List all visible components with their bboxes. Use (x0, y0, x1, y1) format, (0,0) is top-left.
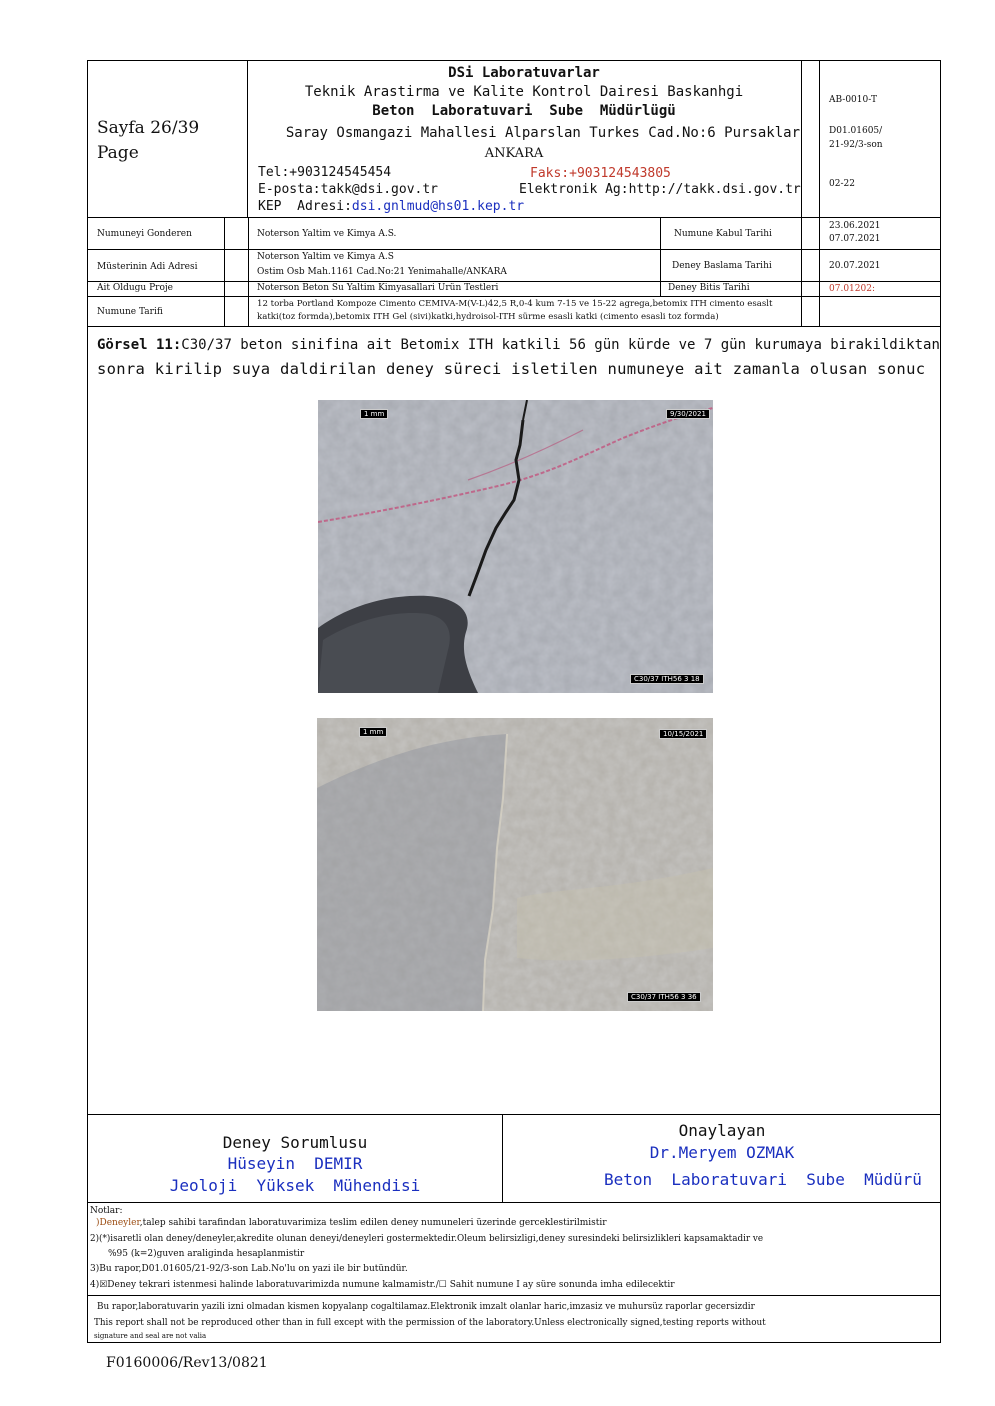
tester-title: Deney Sorumlusu (222, 1133, 368, 1152)
approver-role: Beton Laboratuvari Sube Müdürü (604, 1170, 922, 1189)
page-label-en: Page (97, 143, 139, 163)
note-1 (96, 1218, 607, 1228)
note-1-text: ,talep sahibi tarafindan laboratuvarimiza teslim edilen deney numuneleri üzerinde gerceklestirilmistir (139, 1218, 607, 1228)
address-line1: Saray Osmangazi Mahallesi Alparslan Turkes Cad.No:6 Pursaklar (285, 125, 800, 141)
accept-date-2: 07.07.2021 (829, 234, 881, 244)
address-line2: ANKARA (484, 146, 544, 161)
note-1-prefix: )Deneyler (96, 1218, 140, 1228)
email: E-posta:takk@dsi.gov.tr (258, 182, 439, 197)
project-label: Ait Oldugu Proje (97, 283, 173, 293)
row-line (87, 1114, 941, 1115)
row-line (87, 249, 941, 250)
row-line (87, 296, 941, 297)
figure-caption-text: C30/37 beton sinifina ait Betomix ITH katkili 56 gün kürde ve 7 gün kurumaya birakildiktan (181, 337, 940, 353)
photo-label-2: C30/37 ITH56 3 36 (627, 992, 701, 1002)
phone: Tel:+903124545454 (258, 165, 392, 180)
header-divider-right1 (801, 60, 802, 326)
website: Elektronik Ag:http://takk.dsi.gov.tr (519, 182, 801, 197)
start-date-label: Deney Baslama Tarihi (672, 261, 772, 271)
photo-label-1: C30/37 ITH56 3 18 (630, 674, 704, 684)
org-title: DSi Laboratuvarlar (448, 65, 600, 81)
col-line (248, 217, 249, 326)
photo-date-1: 9/30/2021 (666, 409, 710, 419)
row-line (87, 281, 941, 282)
accept-date-label: Numune Kabul Tarihi (674, 229, 772, 239)
row-line (87, 1202, 941, 1203)
org-lab: Beton Laboratuvari Sube Müdürlügü (372, 103, 676, 119)
project-value: Noterson Beton Su Yaltim Kimyasallari Urün Testleri (257, 283, 499, 293)
form-code: F0160006/Rev13/0821 (106, 1355, 268, 1371)
kep-address-row (258, 199, 524, 214)
accept-date-1: 23.06.2021 (829, 221, 881, 231)
header-divider-right2 (819, 60, 820, 326)
row-line (87, 217, 941, 218)
microscope-photo-1 (318, 400, 713, 693)
footer-english: This report shall not be reproduced other than in full except with the permission of the laboratory.Unless electronically signed,testing reports without (94, 1318, 766, 1328)
description-line1: 12 torba Portland Kompoze Cimento CEMIVA-M(V-L)42,5 R,0-4 kum 7-15 ve 15-22 agrega,betomix ITH cimento esaslt (257, 299, 773, 309)
photo-date-2: 10/15/2021 (659, 729, 707, 739)
note-3: 3)Bu rapor,D01.01605/21-92/3-son Lab.No'lu on yazi ile bir butündür. (90, 1264, 408, 1274)
doc-code: AB-0010-T (829, 95, 877, 105)
description-line2: katki(toz formda),betomix ITH Gel (sivi)katki,hydroisol-ITH sürme esasli katki (cimento esasli toz formda) (257, 312, 719, 322)
figure-caption-prefix: Görsel 11: (97, 337, 182, 353)
microscope-photo-2 (317, 718, 713, 1011)
row-line (87, 1295, 941, 1296)
page-number: Sayfa 26/39 (97, 118, 200, 138)
revision-code: 02-22 (829, 179, 855, 189)
sender-value: Noterson Yaltim ve Kimya A.S. (257, 229, 397, 239)
tester-name: Hüseyin DEMIR (227, 1154, 363, 1173)
col-line (660, 217, 661, 296)
customer-address: Ostim Osb Mah.1161 Cad.No:21 Yenimahalle/ANKARA (257, 267, 507, 277)
row-line (87, 326, 941, 327)
footer-english-2: signature and seal are not valia (94, 1332, 207, 1340)
scale-bar-2: 1 mm (359, 727, 387, 737)
end-date: 07.01202: (829, 284, 875, 294)
tester-role: Jeoloji Yüksek Mühendisi (169, 1176, 421, 1195)
figure-caption-line1 (97, 337, 940, 353)
footer-turkish: Bu rapor,laboratuvarin yazili izni olmadan kismen kopyalanp cogaltilamaz.Elektronik imzalt olanlar haric,imzasiz ve muhursüz raporlar gecersizdir (97, 1302, 755, 1312)
note-2-line2: %95 (k=2)guven araliginda hesaplanmistir (108, 1249, 305, 1259)
figure-caption-line2: sonra kirilip suya daldirilan deney süreci isletilen numuneye ait zamanla olusan sonuc (97, 360, 926, 378)
note-4: 4)☒Deney tekrari istenmesi halinde laboratuvarimizda numune kalmamistr./☐ Sahit numune I ay süre sonunda imha edilecektir (90, 1280, 675, 1290)
note-2-line1: 2)(*)isaretli olan deney/deneyler,akredite olunan deneyi/deneyleri gostermektedir.Oleum belirsizligi,deney suresindeki belirsizlikleri kapsamaktadir ve (90, 1234, 764, 1244)
end-date-label: Deney Bitis Tarihi (668, 283, 750, 293)
header-divider-left (247, 60, 248, 217)
description-label: Numune Tarifi (97, 307, 163, 317)
col-line (224, 217, 225, 326)
customer-label: Müsterinin Adi Adresi (97, 262, 198, 272)
report-number: D01.01605/ (829, 126, 883, 136)
kep-label: KEP Adresi: (258, 199, 352, 214)
notes-title: Notlar: (90, 1206, 123, 1216)
approver-title: Onaylayan (678, 1121, 766, 1140)
report-number-suffix: 21-92/3-son (829, 140, 883, 150)
fax: Faks:+903124543805 (530, 166, 671, 181)
customer-name: Noterson Yaltim ve Kimya A.S (257, 252, 394, 262)
approver-name: Dr.Meryem OZMAK (649, 1143, 795, 1162)
kep-value: dsi.gnlmud@hs01.kep.tr (351, 199, 525, 214)
start-date: 20.07.2021 (829, 261, 881, 271)
scale-bar-1: 1 mm (360, 409, 388, 419)
org-department: Teknik Arastirma ve Kalite Kontrol Dairesi Baskanhgi (304, 84, 744, 100)
sender-label: Numuneyi Gonderen (97, 229, 192, 239)
